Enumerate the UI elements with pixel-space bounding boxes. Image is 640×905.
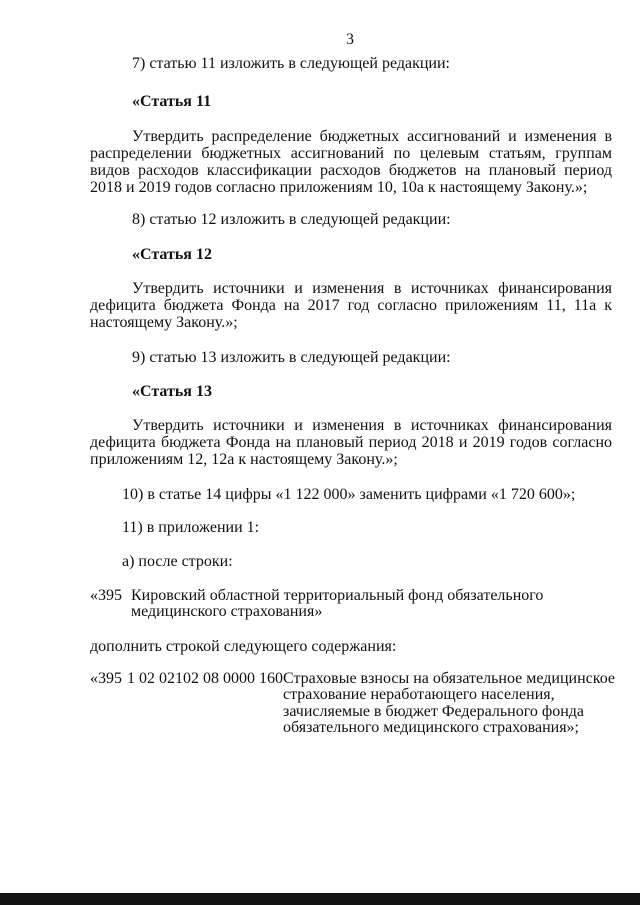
scan-bottom-edge bbox=[0, 893, 640, 905]
article-12-heading: «Статья 12 bbox=[132, 246, 212, 263]
new-row-line-1: Страховые взносы на обязательное медицинское bbox=[283, 670, 616, 687]
new-row-line-4: обязательного медицинского страхования»; bbox=[283, 719, 579, 736]
row-395-code: «395 bbox=[90, 587, 122, 604]
item-11a: а) после строки: bbox=[122, 553, 233, 570]
new-row-line-3: зачисляемые в бюджет Федерального фонда bbox=[283, 703, 585, 720]
article-11-text: Утвердить распределение бюджетных ассигнований и изменения в распределении бюджетных ассигнований по целевым статьям, группам видов расходов классификации расходов бюджетов на плановый период 2018 и 2019 годов согласно приложениям 10, 10а к настоящему Закону.»; bbox=[90, 128, 612, 196]
row-395-line-1: Кировский областной территориальный фонд обязательного bbox=[131, 587, 544, 604]
article-11-heading: «Статья 11 bbox=[132, 93, 212, 110]
article-12-text: Утвердить источники и изменения в источниках финансирования дефицита бюджета Фонда на 2017 год согласно приложениям 11, 11а к настоящему Закону.»; bbox=[90, 280, 612, 331]
article-13-text: Утвердить источники и изменения в источниках финансирования дефицита бюджета Фонда на плановый период 2018 и 2019 годов согласно приложениям 12, 12а к настоящему Закону.»; bbox=[90, 417, 612, 468]
supplement-intro: дополнить строкой следующего содержания: bbox=[90, 638, 397, 655]
item-11: 11) в приложении 1: bbox=[122, 519, 260, 536]
item-7: 7) статью 11 изложить в следующей редакции: bbox=[132, 55, 450, 72]
item-9: 9) статью 13 изложить в следующей редакции: bbox=[132, 349, 451, 366]
new-row-kbk-code: 1 02 02102 08 0000 160 bbox=[127, 670, 283, 687]
item-8: 8) статью 12 изложить в следующей редакции: bbox=[132, 211, 451, 228]
new-row-line-2: страхование неработающего населения, bbox=[283, 686, 555, 703]
row-395-line-2: медицинского страхования» bbox=[131, 603, 323, 620]
new-row-admin-code: «395 bbox=[90, 670, 122, 687]
item-10: 10) в статье 14 цифры «1 122 000» заменить цифрами «1 720 600»; bbox=[122, 486, 576, 503]
article-13-heading: «Статья 13 bbox=[132, 383, 212, 400]
page-number: 3 bbox=[346, 31, 354, 48]
